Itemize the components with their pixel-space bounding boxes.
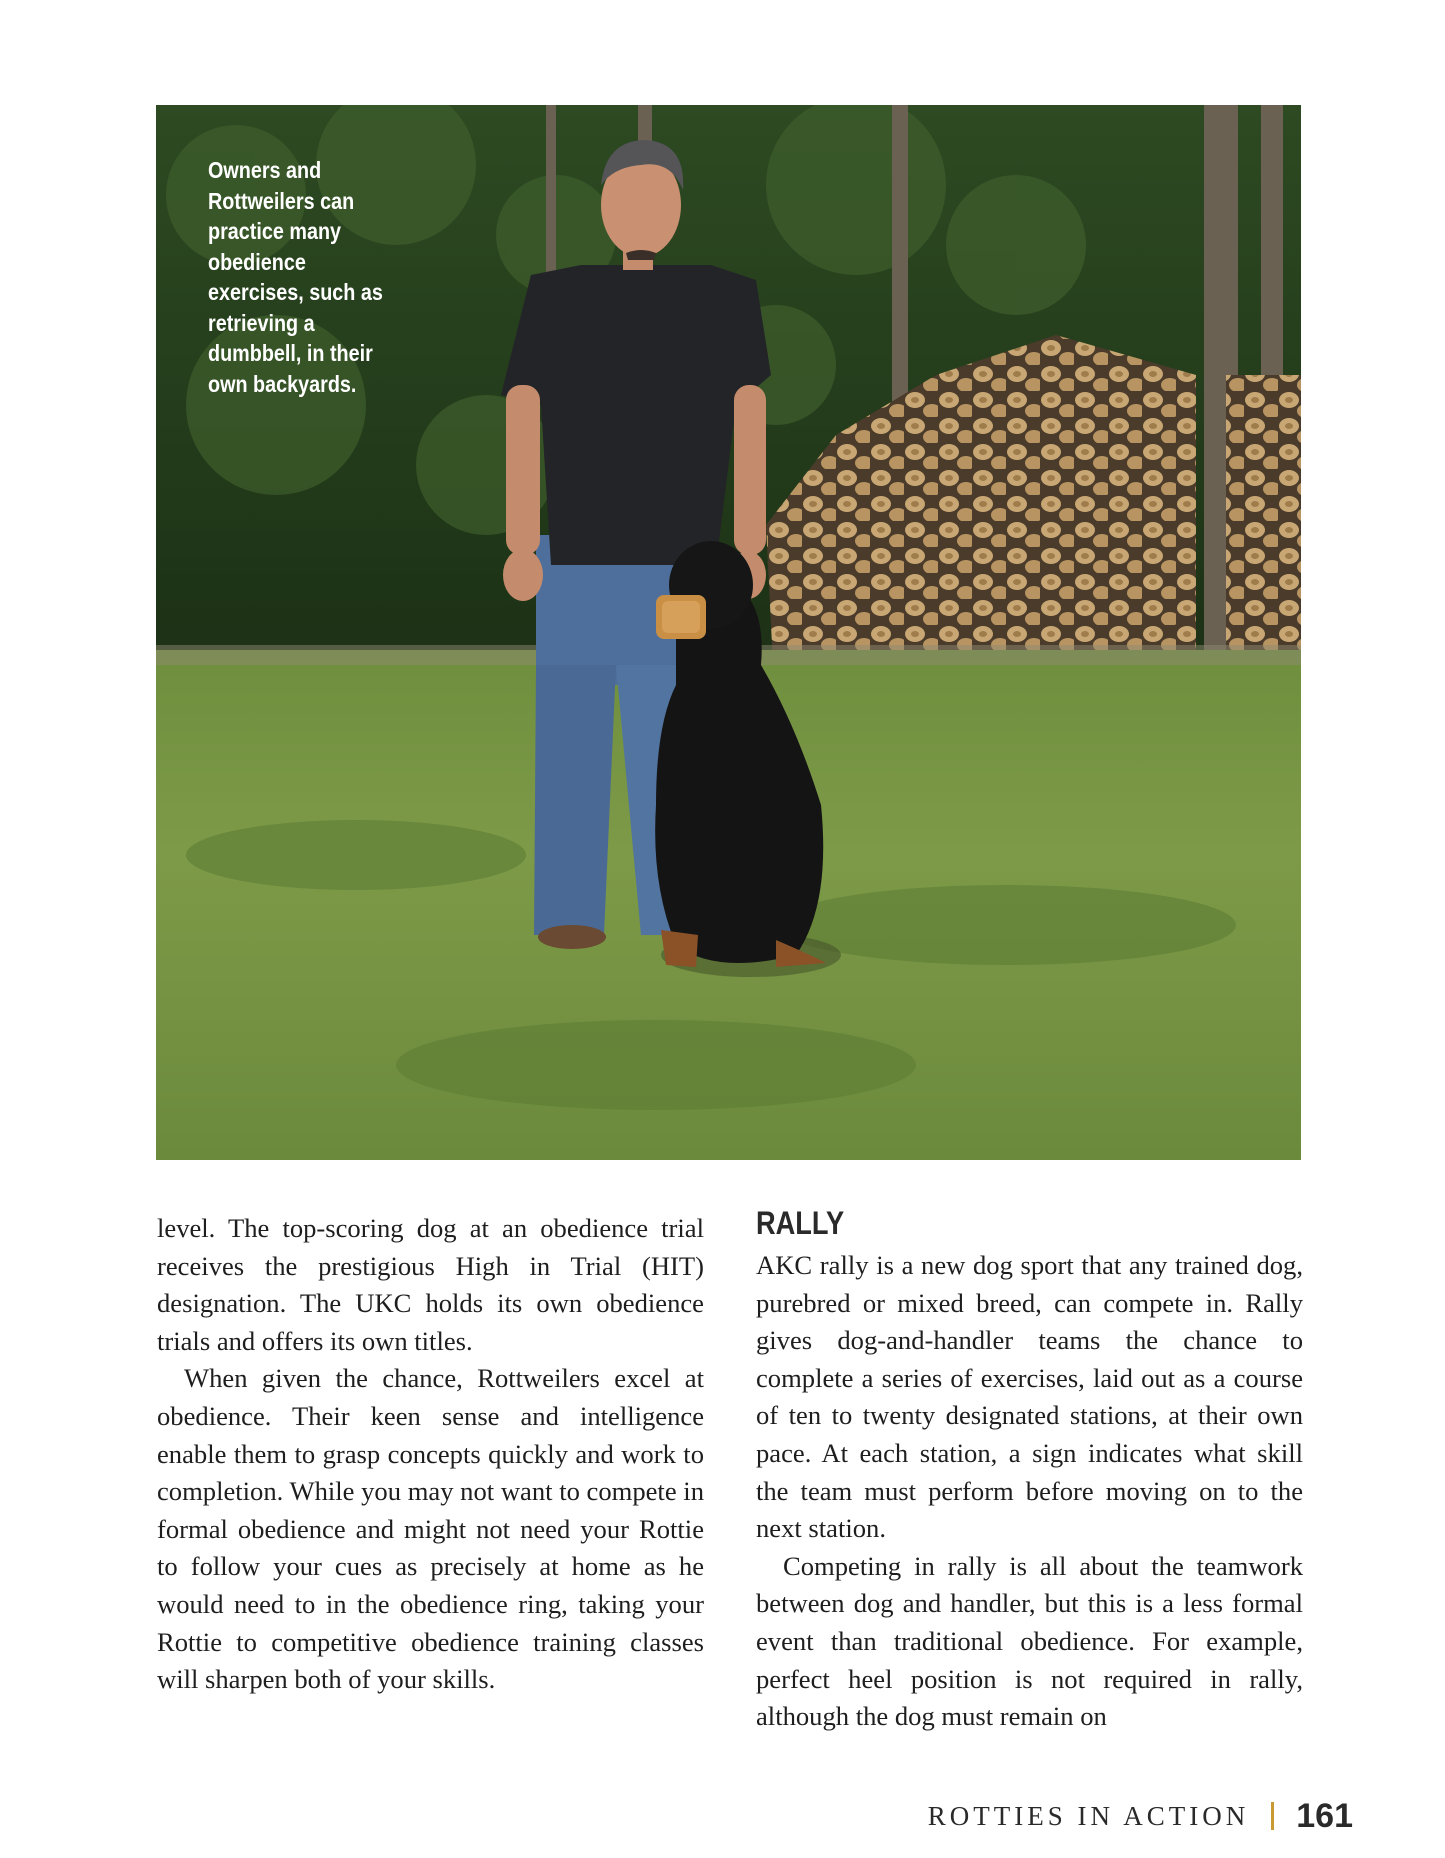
left-text-column: [157, 1210, 704, 1699]
body-paragraph: When given the chance, Rottweilers excel at obedience. Their keen sense and intelligence enable them to grasp concepts quickly and work to completion. While you may not want to compete in formal obedience and might not need your Rottie to follow your cues as precisely at home as he would need to in the obedience ring, taking your Rottie to competitive obedience training classes will sharpen both of your skills.: [157, 1363, 704, 1695]
photo-man-and-rottweiler: [156, 105, 1301, 1160]
page-footer: [928, 1796, 1353, 1836]
page-number: 161: [1296, 1796, 1353, 1835]
body-paragraph: level. The top-scoring dog at an obedience trial receives the prestigious High in Trial (HIT) designation. The UKC holds its own obedience trials and offers its own titles.: [157, 1213, 704, 1356]
body-paragraph: Competing in rally is all about the teamwork between dog and handler, but this is a less formal event than traditional obedience. For example, perfect heel position is not required in rally, although the dog must remain on: [756, 1550, 1303, 1732]
footer-divider: [1271, 1802, 1274, 1830]
running-footer-title: ROTTIES IN ACTION: [927, 1800, 1250, 1831]
photo-caption: Owners and Rottweilers can practice many obedience exercises, such as retrieving a dumbbell, in their own backyards.: [208, 157, 383, 397]
body-paragraph: AKC rally is a new dog sport that any trained dog, purebred or mixed breed, can compete in. Rally gives dog-and-handler teams the chance to complete a series of exercises, laid out as a course of ten to twenty designated stations, at their own pace. At each station, a sign indicates what skill the team must perform before moving on to the next station.: [756, 1250, 1303, 1544]
section-heading: RALLY: [756, 1205, 845, 1241]
right-text-column: [756, 1204, 1303, 1736]
